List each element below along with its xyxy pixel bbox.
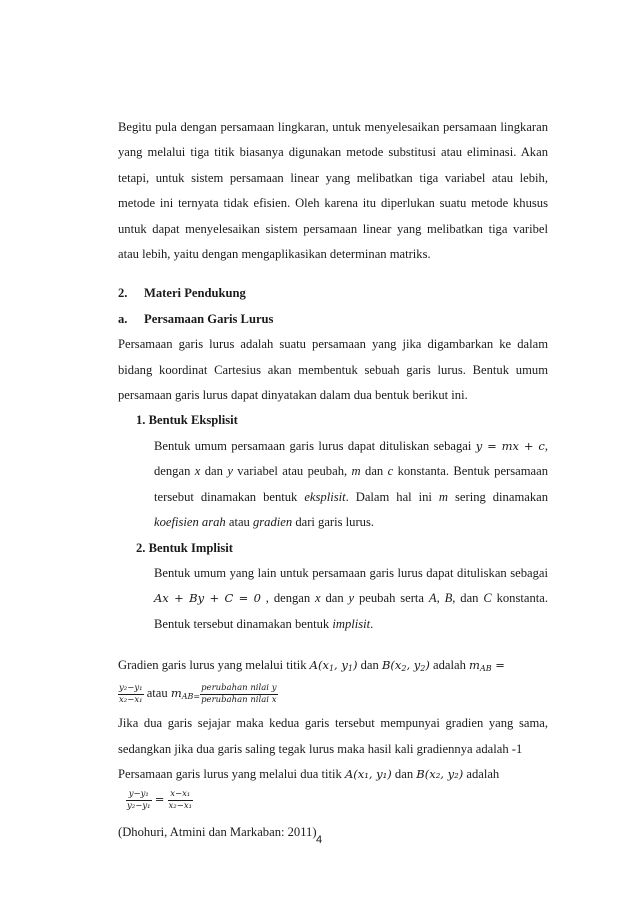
intro-paragraph: Begitu pula dengan persamaan lingkaran, untuk menyelesaikan persamaan lingkaran yang melalui tiga titik biasanya digunakan metode substitusi atau eliminasi. Akan tetapi, untuk sistem persamaan linear yang melibatkan tiga variabel atau lebih, metode ini ternyata tidak efisien. Oleh karena itu diperlukan suatu metode khusus untuk dapat menyelesaikan sistem persamaan linear yang melibatkan tiga varibel atau lebih, yaitu dengan mengaplikasikan determinan matriks.: [118, 120, 548, 262]
subsection-letter: a.: [118, 311, 128, 326]
subsection-title: Persamaan Garis Lurus: [144, 311, 274, 326]
subsection-heading: [118, 307, 548, 332]
item2-title: Bentuk Implisit: [148, 540, 233, 555]
garis-paragraph: Persamaan garis lurus adalah suatu persamaan yang jika digambarkan ke dalam bidang koordinat Cartesius akan membentuk sebuah garis lurus. Bentuk umum persamaan garis lurus dapat dinyatakan dalam dua bentuk berikut ini.: [118, 337, 548, 403]
section-title: Materi Pendukung: [144, 286, 246, 301]
eq-implicit: Ax + By + C = 0: [154, 591, 261, 606]
item2-body: Bentuk umum yang lain untuk persamaan garis lurus dapat dituliskan sebagai Ax + By + C = 0 , dengan x dan y peubah serta A, B, dan C konstanta. Bentuk tersebut dinamakan bentuk implisit.: [154, 565, 549, 631]
item1-body: Bentuk umum persamaan garis lurus dapat dituliskan sebagai y = mx + c, dengan x dan y variabel atau peubah, m dan c konstanta. Bentuk persamaan tersebut dinamakan bentuk eksplisit. Dalam hal ini m sering dinamakan koefisien arah atau gradien dari garis lurus.: [154, 438, 549, 530]
page-content: [118, 115, 548, 845]
section-number: 2.: [118, 286, 128, 301]
item1-heading: [118, 408, 548, 433]
page-number: 4: [315, 834, 323, 846]
equation-right-fraction: $\frac{\text{x−x₁}}{\text{x₂−x₁}}$: [168, 788, 193, 811]
dua-titik-paragraph: Persamaan garis lurus yang melalui dua titik A(x₁, y₁) dan B(x₂, y₂) adalah: [118, 766, 500, 781]
gradient-fraction: $\frac{\text{y₂−y₁}}{\text{x₂−x₁}}$: [119, 682, 143, 705]
item2-heading: [118, 536, 548, 561]
gradien-paragraph: Gradien garis lurus yang melalui titik $A(x_1$, $y_1$) dan $B(x_2$, $y_2$) adalah $m_{AB}$ = $\frac{\text{y₂−y₁}}{\text{x₂−x₁}}$ atau $m_{AB=}$ $\frac{\text{perubahan nilai y}}{\text{perubahan nilai x}}$: [118, 658, 505, 705]
sejajar-paragraph: Jika dua garis sejajar maka kedua garis tersebut mempunyai gradien yang sama, sedangkan jika dua garis saling tegak lurus maka hasil kali gradiennya adalah -1: [118, 716, 548, 756]
term-koefisien: koefisien arah: [154, 515, 226, 530]
eq-explicit: y = mx + c: [475, 438, 545, 453]
item1-number: 1.: [136, 413, 146, 428]
term-eksplisit: eksplisit: [304, 489, 346, 504]
citation: (Dhohuri, Atmini dan Markaban: 2011): [118, 824, 317, 839]
two-point-equation: $\frac{\text{y−y₁}}{\text{y₂−y₁}}$ = $\frac{\text{x−x₁}}{\text{x₂−x₁}}$: [127, 788, 193, 811]
equation-left-fraction: $\frac{\text{y−y₁}}{\text{y₂−y₁}}$: [127, 788, 151, 811]
term-gradien: gradien: [252, 515, 293, 530]
item2-number: 2.: [136, 540, 146, 555]
term-implisit: implisit: [332, 616, 371, 631]
section-heading: [118, 281, 548, 306]
gradient-word-fraction: $\frac{\text{perubahan nilai y}}{\text{perubahan nilai x}}$: [201, 682, 277, 705]
item1-title: Bentuk Eksplisit: [148, 413, 238, 428]
